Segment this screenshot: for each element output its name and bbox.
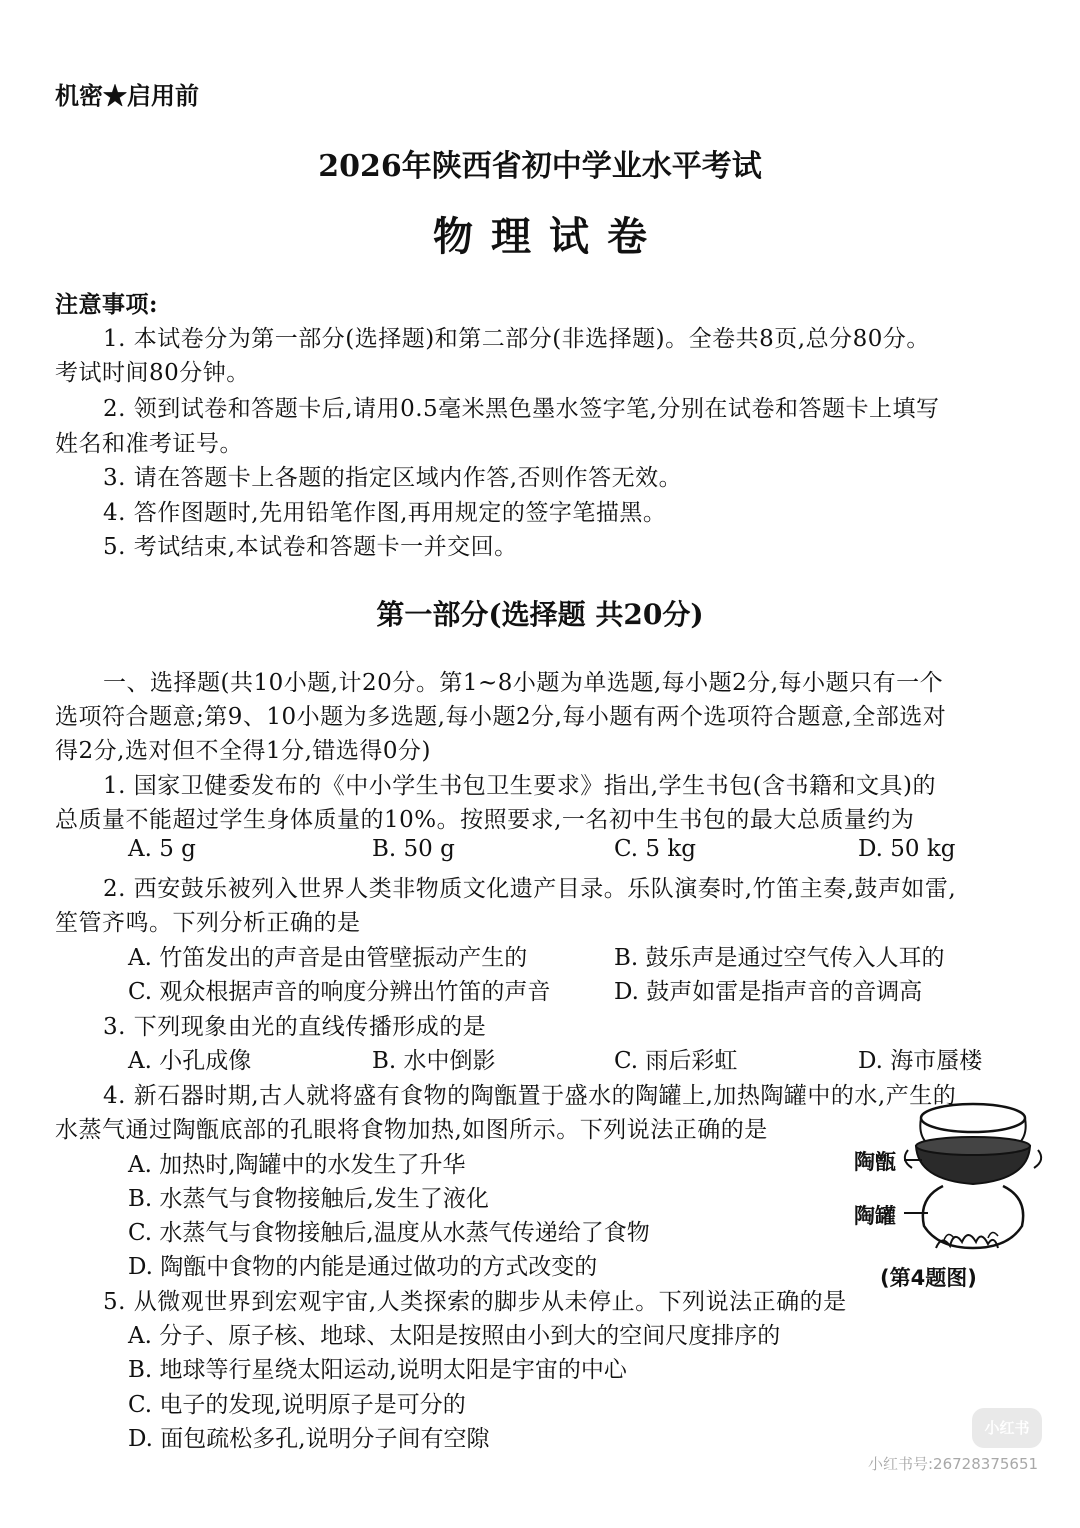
question-5-stem: 5. 从微观世界到宏观宇宙,人类探索的脚步从未停止。下列说法正确的是 [103,1289,847,1315]
notice-line: 4. 答作图题时,先用铅笔作图,再用规定的签字笔描黑。 [103,500,667,526]
notice-line: 1. 本试卷分为第一部分(选择题)和第二部分(非选择题)。全卷共8页,总分80分。 [103,326,930,352]
pottery-steamer-figure [848,1080,1048,1290]
question-2-stem: 2. 西安鼓乐被列入世界人类非物质文化遗产目录。乐队演奏时,竹笛主奏,鼓声如雷, [103,876,957,902]
question-5-option-a: A. 分子、原子核、地球、太阳是按照由小到大的空间尺度排序的 [128,1323,781,1349]
question-3-option-a: A. 小孔成像 [128,1048,252,1074]
figure-label-jar: 陶罐 [854,1204,896,1228]
notice-line: 考试时间80分钟。 [55,360,250,386]
question-1-option-b: B. 50 g [372,836,455,862]
question-2-option-b: B. 鼓乐声是通过空气传入人耳的 [614,945,945,971]
notice-line: 2. 领到试卷和答题卡后,请用0.5毫米黑色墨水签字笔,分别在试卷和答题卡上填写 [103,396,940,422]
confidential-label: 机密★启用前 [55,81,199,110]
section-instruction: 选项符合题意;第9、10小题为多选题,每小题2分,每小题有两个选项符合题意,全部选对 [55,704,947,730]
notice-line: 5. 考试结束,本试卷和答题卡一并交回。 [103,534,518,560]
question-1-stem: 1. 国家卫健委发布的《中小学生书包卫生要求》指出,学生书包(含书籍和文具)的 [103,773,937,799]
question-4-stem: 4. 新石器时期,古人就将盛有食物的陶甑置于盛水的陶罐上,加热陶罐中的水,产生的 [103,1083,957,1109]
watermark-id: 小红书号:26728375651 [868,1455,1039,1473]
question-3-option-c: C. 雨后彩虹 [614,1048,738,1074]
notice-line: 姓名和准考证号。 [55,431,243,457]
notice-line: 3. 请在答题卡上各题的指定区域内作答,否则作答无效。 [103,465,683,491]
section-instruction: 得2分,选对但不全得1分,错选得0分) [55,738,431,764]
paper-title: 物理试卷 [433,213,665,260]
figure-caption: (第4题图) [880,1266,977,1290]
notice-heading: 注意事项: [55,291,158,318]
question-4-option-a: A. 加热时,陶罐中的水发生了升华 [128,1152,466,1178]
question-1-option-a: A. 5 g [128,836,196,862]
question-3-option-d: D. 海市蜃楼 [858,1048,983,1074]
question-2-option-d: D. 鼓声如雷是指声音的音调高 [614,979,923,1005]
question-4-option-c: C. 水蒸气与食物接触后,温度从水蒸气传递给了食物 [128,1220,650,1246]
exam-title: 2026年陕西省初中学业水平考试 [318,149,762,184]
question-3-option-b: B. 水中倒影 [372,1048,496,1074]
question-4-option-b: B. 水蒸气与食物接触后,发生了液化 [128,1186,489,1212]
question-2-option-c: C. 观众根据声音的响度分辨出竹笛的声音 [128,979,551,1005]
question-5-option-c: C. 电子的发现,说明原子是可分的 [128,1392,466,1418]
question-5-option-b: B. 地球等行星绕太阳运动,说明太阳是宇宙的中心 [128,1357,627,1383]
question-1-stem: 总质量不能超过学生身体质量的10%。按照要求,一名初中生书包的最大总质量约为 [55,807,915,833]
question-1-option-d: D. 50 kg [858,836,956,862]
question-5-option-d: D. 面包疏松多孔,说明分子间有空隙 [128,1426,490,1452]
question-4-stem: 水蒸气通过陶甑底部的孔眼将食物加热,如图所示。下列说法正确的是 [55,1117,768,1143]
watermark-badge: 小红书 [972,1408,1042,1448]
figure-label-steamer: 陶甑 [854,1150,896,1174]
question-2-option-a: A. 竹笛发出的声音是由管壁振动产生的 [128,945,528,971]
question-4-option-d: D. 陶甑中食物的内能是通过做功的方式改变的 [128,1254,598,1280]
question-2-stem: 笙管齐鸣。下列分析正确的是 [55,910,361,936]
part-one-title: 第一部分(选择题 共20分) [376,598,704,631]
section-instruction: 一、选择题(共10小题,计20分。第1~8小题为单选题,每小题2分,每小题只有一个 [103,670,944,696]
question-3-stem: 3. 下列现象由光的直线传播形成的是 [103,1014,487,1040]
question-1-option-c: C. 5 kg [614,836,697,862]
